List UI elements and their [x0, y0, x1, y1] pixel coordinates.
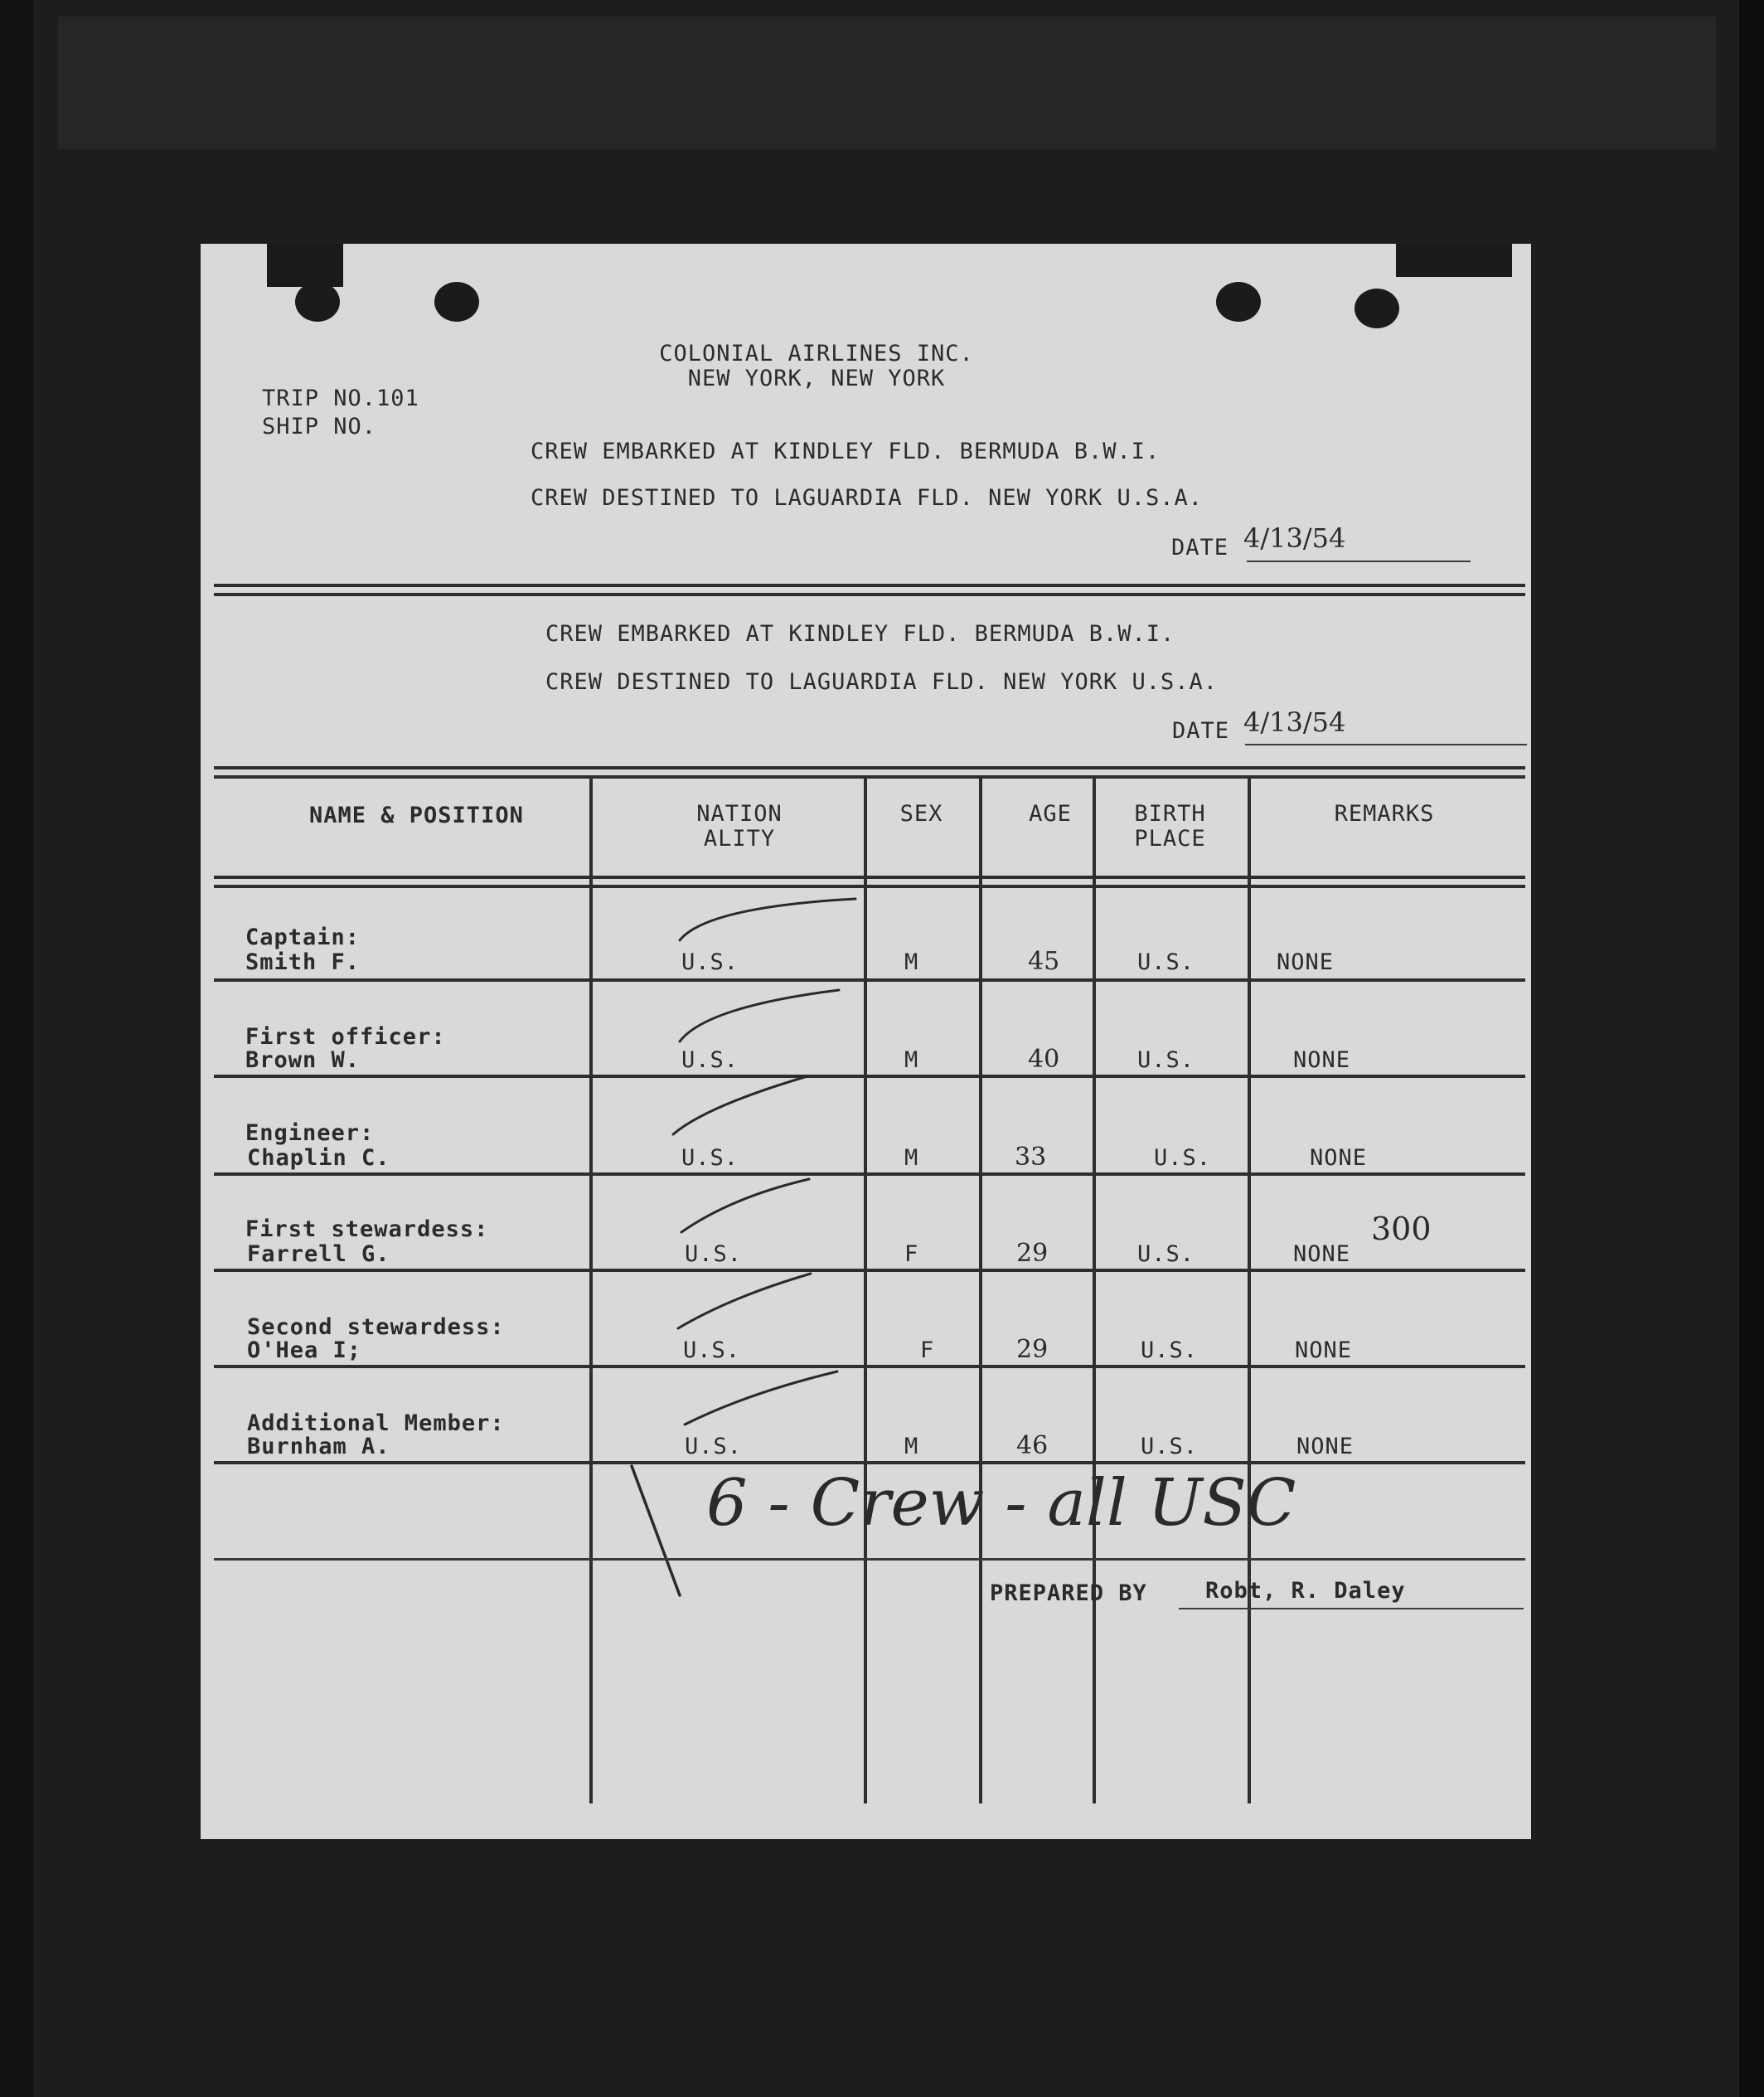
row-3-birthplace: U.S. — [1154, 1145, 1212, 1171]
check-mark-3 — [673, 1076, 807, 1134]
row-4-age: 29 — [1016, 1239, 1049, 1268]
embarked-line-second: CREW EMBARKED AT KINDLEY FLD. BERMUDA B.W.I. — [545, 621, 1175, 647]
check-mark-6 — [685, 1371, 837, 1425]
row-2-position: First officer: — [245, 1024, 446, 1050]
row-5-remarks: NONE — [1295, 1337, 1353, 1363]
row-4-remarks: NONE — [1293, 1241, 1351, 1267]
row-3-sex: M — [904, 1145, 919, 1171]
row-6-remarks: NONE — [1296, 1434, 1354, 1459]
date-value-top: 4/13/54 — [1243, 522, 1346, 554]
header-name-position: NAME & POSITION — [309, 803, 524, 828]
header-nationality-line2: ALITY — [703, 826, 776, 852]
row-1-sex: M — [904, 949, 919, 975]
row-5-sex: F — [920, 1337, 935, 1363]
row-5-name: O'Hea I; — [247, 1337, 362, 1363]
row-4-name: Farrell G. — [247, 1241, 390, 1267]
row-1-position: Captain: — [245, 925, 361, 950]
header-sex: SEX — [899, 801, 943, 827]
row-5-birthplace: U.S. — [1141, 1337, 1199, 1363]
row-2-sex: M — [904, 1047, 919, 1073]
row-1-name: Smith F. — [245, 949, 361, 975]
prepared-by-underline — [1179, 1608, 1524, 1609]
row-4-position: First stewardess: — [245, 1216, 489, 1242]
trip-number: 101 — [376, 386, 419, 411]
row-2-nationality: U.S. — [681, 1047, 739, 1073]
prepared-by-name: Robt, R. Daley — [1205, 1578, 1406, 1604]
row-4-nationality: U.S. — [685, 1241, 743, 1267]
row-6-name: Burnham A. — [247, 1434, 390, 1459]
row-6-nationality: U.S. — [685, 1434, 743, 1459]
row-3-age: 33 — [1015, 1143, 1047, 1172]
trip-label: TRIP NO. — [262, 386, 377, 411]
row-6-age: 46 — [1016, 1431, 1049, 1460]
header-nationality-line1: NATION — [696, 801, 783, 827]
company-name: COLONIAL AIRLINES INC. — [659, 341, 974, 366]
check-mark-2 — [680, 990, 839, 1041]
row-1-remarks: NONE — [1277, 949, 1335, 975]
row-2-birthplace: U.S. — [1137, 1047, 1195, 1073]
row-2-age: 40 — [1028, 1045, 1060, 1074]
destined-line-top: CREW DESTINED TO LAGUARDIA FLD. NEW YORK U.S.A. — [531, 485, 1204, 511]
bracket-stroke — [632, 1466, 680, 1595]
row-2-remarks: NONE — [1293, 1047, 1351, 1073]
header-remarks: REMARKS — [1334, 801, 1435, 827]
row-3-remarks: NONE — [1310, 1145, 1368, 1171]
row-1-birthplace: U.S. — [1137, 949, 1195, 975]
film-border-top — [58, 17, 1716, 149]
company-location: NEW YORK, NEW YORK — [687, 366, 946, 391]
row-3-name: Chaplin C. — [247, 1145, 390, 1171]
crew-manifest-document — [201, 244, 1531, 1839]
row-5-position: Second stewardess: — [247, 1314, 505, 1340]
check-mark-4 — [681, 1179, 809, 1232]
row-6-sex: M — [904, 1434, 919, 1459]
row-1-age: 45 — [1028, 947, 1060, 976]
header-birth-line2: PLACE — [1134, 826, 1206, 852]
date-label-second: DATE — [1172, 718, 1230, 744]
prepared-by-label: PREPARED BY — [990, 1580, 1147, 1606]
row-5-age: 29 — [1016, 1335, 1049, 1364]
film-edge-right — [1739, 0, 1764, 2097]
row-2-name: Brown W. — [245, 1047, 361, 1073]
embarked-line-top: CREW EMBARKED AT KINDLEY FLD. BERMUDA B.W.I. — [531, 439, 1161, 464]
row-4-sex: F — [904, 1241, 919, 1267]
check-mark-5 — [678, 1274, 811, 1328]
row-3-nationality: U.S. — [681, 1145, 739, 1171]
row-6-birthplace: U.S. — [1141, 1434, 1199, 1459]
row-3-position: Engineer: — [245, 1120, 375, 1146]
ship-number-label: SHIP NO. — [262, 414, 377, 439]
date-value-second: 4/13/54 — [1243, 706, 1346, 738]
film-edge-left — [0, 0, 33, 2097]
row-6-position: Additional Member: — [247, 1410, 505, 1436]
check-mark-1 — [680, 899, 855, 940]
margin-note-300: 300 — [1371, 1211, 1432, 1247]
header-age: AGE — [1029, 801, 1072, 827]
handwritten-summary: 6 - Crew - all USC — [706, 1466, 1296, 1541]
destined-line-second: CREW DESTINED TO LAGUARDIA FLD. NEW YORK U.S.A. — [545, 669, 1219, 695]
header-birth-line1: BIRTH — [1134, 801, 1206, 827]
summary-row-bottom — [214, 1558, 1525, 1561]
row-5-nationality: U.S. — [683, 1337, 741, 1363]
row-4-birthplace: U.S. — [1137, 1241, 1195, 1267]
date-label-top: DATE — [1171, 535, 1229, 561]
row-1-nationality: U.S. — [681, 949, 739, 975]
